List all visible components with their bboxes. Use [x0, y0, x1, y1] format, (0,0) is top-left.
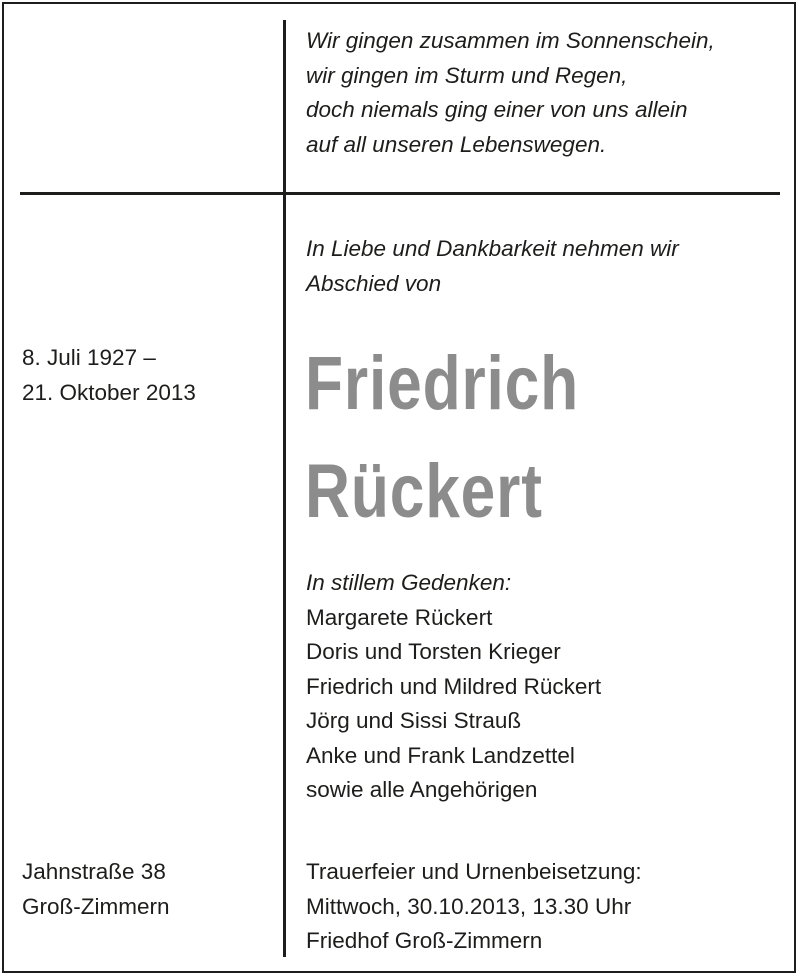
- poem-line: auf all unseren Lebenswegen.: [306, 131, 607, 157]
- deceased-last-name: Rückert: [305, 449, 543, 534]
- poem: [306, 24, 715, 162]
- birth-date: 8. Juli 1927 –: [22, 345, 156, 370]
- poem-line: wir gingen im Sturm und Regen,: [306, 62, 628, 88]
- farewell-intro: [306, 232, 679, 301]
- deceased-first-name: Friedrich: [305, 341, 580, 426]
- death-date: 21. Oktober 2013: [22, 379, 196, 405]
- poem-line: Wir gingen zusammen im Sonnenschein,: [306, 28, 715, 53]
- mourner-name: Margarete Rückert: [306, 604, 493, 630]
- intro-line: Abschied von: [306, 270, 442, 296]
- mourner-name: Jörg und Sissi Strauß: [306, 708, 522, 733]
- life-dates: [22, 341, 196, 410]
- mourner-name: Doris und Torsten Krieger: [306, 639, 561, 664]
- mourner-name: sowie alle Angehörigen: [306, 777, 538, 802]
- mourner-name: Friedrich und Mildred Rückert: [306, 673, 602, 699]
- address-city: Groß-Zimmern: [22, 893, 170, 919]
- home-address: [22, 855, 170, 924]
- deceased-name: [305, 330, 579, 546]
- mourners-heading: In stillem Gedenken:: [306, 570, 512, 595]
- mourner-name: Anke und Frank Landzettel: [306, 742, 575, 768]
- funeral-datetime: Mittwoch, 30.10.2013, 13.30 Uhr: [306, 893, 632, 919]
- intro-line: In Liebe und Dankbarkeit nehmen wir: [306, 236, 679, 261]
- funeral-title: Trauerfeier und Urnenbeisetzung:: [306, 859, 642, 884]
- poem-line: doch niemals ging einer von uns allein: [306, 97, 688, 122]
- funeral-details: [306, 855, 642, 959]
- mourners-list: [306, 566, 601, 808]
- cross-vertical-bar: [283, 20, 286, 957]
- address-street: Jahnstraße 38: [22, 859, 166, 884]
- funeral-location: Friedhof Groß-Zimmern: [306, 928, 543, 953]
- cross-horizontal-bar: [20, 192, 780, 195]
